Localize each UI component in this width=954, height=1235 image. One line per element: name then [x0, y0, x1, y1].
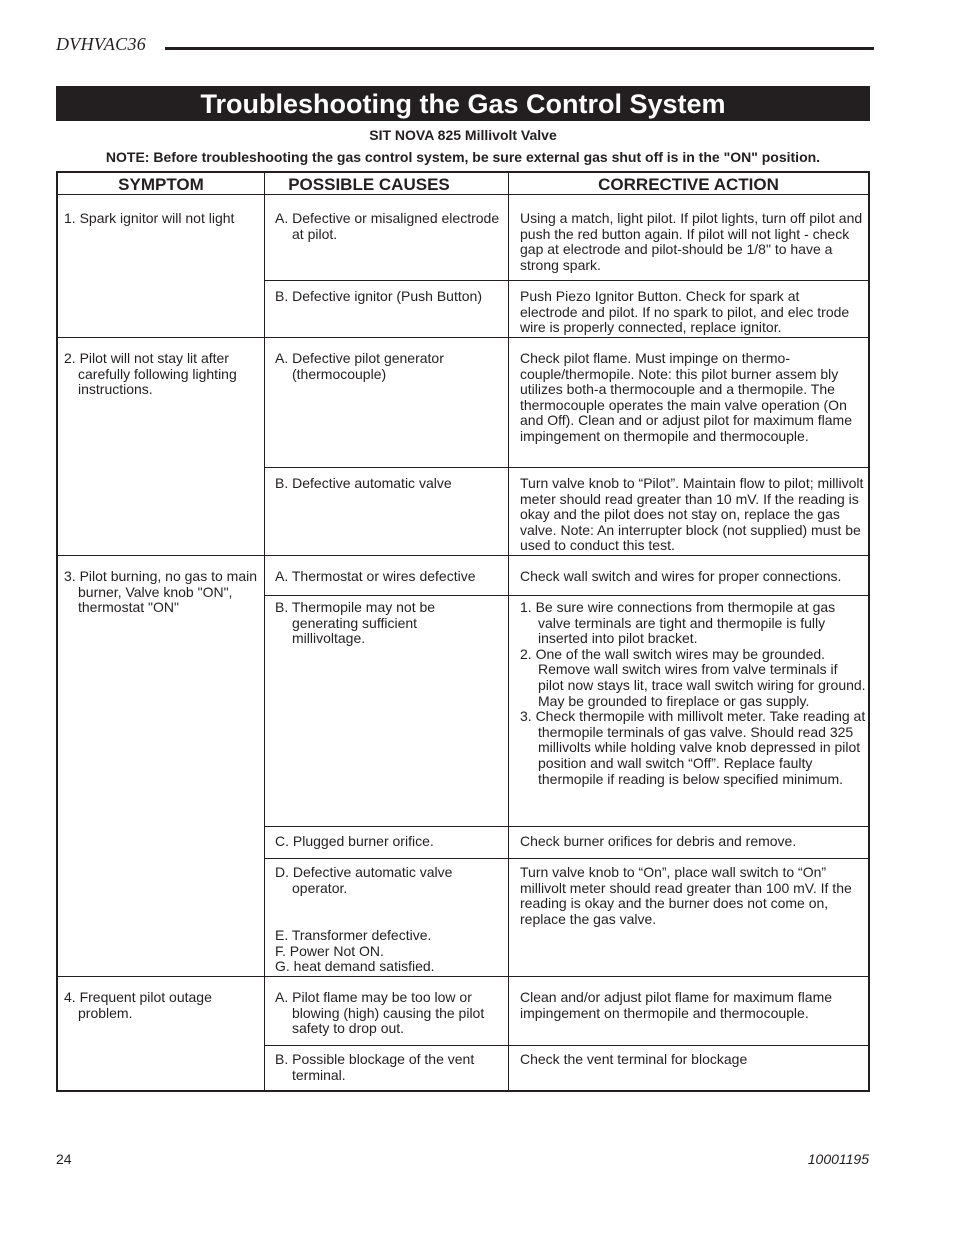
cause-cell	[275, 990, 490, 1037]
header-possible-causes: POSSIBLE CAUSES	[288, 175, 450, 194]
action-text: Check the vent terminal for blockage	[520, 1051, 748, 1067]
column-divider	[264, 173, 265, 1090]
subrow-divider	[265, 467, 868, 468]
header-corrective-action: CORRECTIVE ACTION	[598, 175, 779, 194]
action-text: Using a match, light pilot. If pilot lights, turn off pilot and push the red button again. If pilot will not light - check gap at electrode and pilot-should be 1/8" to have a strong spark.	[520, 210, 863, 273]
symptom-cell	[64, 990, 259, 1021]
cause-text: C. Plugged burner orifice.	[275, 833, 434, 849]
action-text: Check pilot flame. Must impinge on thermo-couple/thermopile. Note: this pilot burner assem bly utilizes both-a thermocouple and a thermopile. The thermocouple operates the main valve operation (On and Off). Clean and or adjust pilot for maximum flame impingement on thermopile and thermocouple.	[520, 350, 853, 444]
cause-cell	[275, 476, 503, 492]
document-code: 10001195	[807, 1151, 869, 1167]
row-divider	[58, 555, 868, 556]
cause-cell	[275, 834, 503, 850]
cause-text: B. Possible blockage of the vent terminal.	[275, 1051, 475, 1083]
valve-subtitle: SIT NOVA 825 Millivolt Valve	[369, 127, 557, 143]
action-cell	[520, 865, 864, 927]
action-cell	[520, 834, 864, 850]
cause-text: B. Defective ignitor (Push Button)	[275, 288, 482, 304]
symptom-text: 2. Pilot will not stay lit after carefully following lighting instructions.	[64, 350, 237, 398]
subrow-divider	[265, 280, 868, 281]
action-text: Turn valve knob to “Pilot”. Maintain flow to pilot; millivolt meter should read greater than 10 mV. If the reading is okay and the pilot does not stay on, replace the gas valve. Note: An interrupter block (not supplied) must be used to conduct this test.	[520, 475, 864, 554]
cause-cell	[275, 600, 475, 647]
subrow-divider	[265, 858, 868, 859]
model-label: DVHVAC36	[56, 34, 147, 54]
page-number: 24	[56, 1151, 72, 1167]
cause-text: E. Transformer defective.	[275, 927, 432, 943]
subrow-divider	[265, 1045, 868, 1046]
cause-text: G. heat demand satisfied.	[275, 958, 435, 975]
action-text: Clean and/or adjust pilot flame for maximum flame impingement on thermopile and thermocouple.	[520, 989, 833, 1021]
action-cell	[520, 600, 866, 787]
symptom-cell	[64, 211, 259, 227]
cause-text: D. Defective automatic valve operator.	[275, 864, 453, 896]
action-cell	[520, 211, 864, 273]
cause-cell	[275, 865, 475, 896]
cause-text: B. Defective automatic valve	[275, 475, 452, 491]
cause-cell	[275, 211, 503, 242]
action-text: Push Piezo Ignitor Button. Check for spark at electrode and pilot. If no spark to pilot, and elec trode wire is properly connected, replace ignitor.	[520, 288, 850, 336]
cause-text: A. Thermostat or wires defective	[275, 568, 476, 584]
action-list-item: 2. One of the wall switch wires may be grounded. Remove wall switch wires from valve terminals if pilot now stays lit, trace wall switch wiring for ground. May be grounded to fireplace or gas supply.	[520, 645, 866, 709]
cause-text: A. Defective or misaligned electrode at pilot.	[275, 210, 500, 242]
action-text: Check burner orifices for debris and remove.	[520, 833, 797, 849]
subrow-divider	[265, 595, 868, 596]
symptom-cell	[64, 351, 259, 398]
cause-text: A. Defective pilot generator (thermocouple)	[275, 350, 444, 382]
cause-cell	[275, 351, 475, 382]
safety-note: NOTE: Before troubleshooting the gas control system, be sure external gas shut off is in the "ON" position.	[105, 149, 821, 165]
column-divider	[508, 173, 509, 1090]
cause-cell	[275, 569, 503, 585]
cause-text: A. Pilot flame may be too low or blowing (high) causing the pilot safety to drop out.	[275, 989, 485, 1037]
page-title: Troubleshooting the Gas Control System	[56, 86, 870, 121]
action-list-item: 1. Be sure wire connections from thermopile at gas valve terminals are tight and thermopile is fully inserted into pilot bracket.	[520, 599, 836, 647]
row-divider	[58, 976, 868, 977]
symptom-text: 3. Pilot burning, no gas to main burner, Valve knob "ON", thermostat "ON"	[64, 568, 258, 616]
header-symptom: SYMPTOM	[118, 175, 204, 194]
action-text: Check wall switch and wires for proper connections.	[520, 568, 842, 584]
action-cell	[520, 351, 864, 445]
cause-text: B. Thermopile may not be generating sufficient millivoltage.	[275, 599, 436, 647]
action-cell	[520, 1052, 864, 1068]
cause-cell-extra	[275, 928, 503, 975]
cause-cell	[275, 1052, 500, 1083]
action-cell	[520, 289, 850, 336]
action-cell	[520, 476, 864, 554]
action-text: Turn valve knob to “On”, place wall switch to “On” millivolt meter should read greater than 100 mV. If the reading is okay and the burner does not come on, replace the gas valve.	[520, 864, 852, 927]
symptom-text: 1. Spark ignitor will not light	[64, 210, 235, 226]
row-divider	[58, 337, 868, 338]
subrow-divider	[265, 826, 868, 827]
symptom-text: 4. Frequent pilot outage problem.	[64, 989, 212, 1021]
cause-cell	[275, 289, 505, 305]
action-cell	[520, 569, 866, 585]
action-list-item: 3. Check thermopile with millivolt meter. Take reading at thermopile terminals of gas valve. Should read 325 millivolts while holding valve knob depressed in pilot position and wall switch “Off”. Replace faulty thermopile if reading is below specified minimum.	[520, 708, 866, 787]
header-rule	[165, 47, 874, 50]
action-cell	[520, 990, 864, 1021]
cause-text: F. Power Not ON.	[275, 942, 384, 959]
symptom-cell	[64, 569, 259, 616]
